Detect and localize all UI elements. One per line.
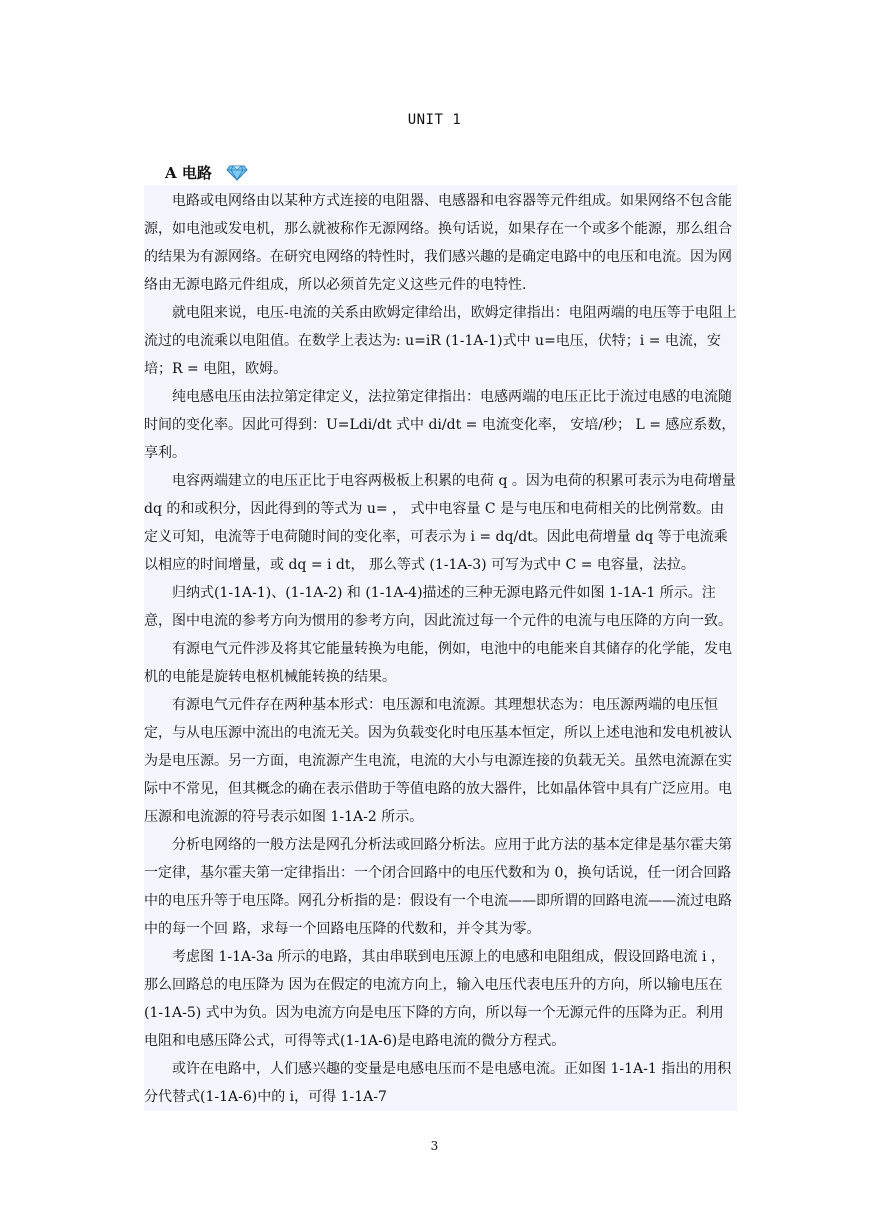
page-number: 3 <box>430 1139 439 1153</box>
paragraph: 或许在电路中，人们感兴趣的变量是电感电压而不是电感电流。正如图 1-1A-1 指出的用积分代替式(1-1A-6)中的 i，可得 1-1A-7 <box>144 1061 732 1105</box>
paragraph: 考虑图 1-1A-3a 所示的电路，其由串联到电压源上的电感和电阻组成，假设回路电流 i ，那么回路总的电压降为 因为在假定的电流方向上，输入电压代表电压升的方向，所以输电压在 (1-1A-5) 式中为负。因为电流方向是电压下降的方向，所以每一个无源元件的压降为正。利用电阻和电感压降公式，可得等式(1-1A-6)是电路电流的微分方程式。 <box>144 949 725 1049</box>
diamond-icon <box>226 165 248 181</box>
paragraph: 有源电气元件涉及将其它能量转换为电能，例如，电池中的电能来自其储存的化学能，发电机的电能是旋转电枢机械能转换的结果。 <box>144 641 732 685</box>
body-text <box>144 185 737 1111</box>
paragraph: 电路或电网络由以某种方式连接的电阻器、电感器和电容器等元件组成。如果网络不包含能源，如电池或发电机，那么就被称作无源网络。换句话说，如果存在一个或多个能源，那么组合的结果为有源网络。在研究电网络的特性时，我们感兴趣的是确定电路中的电压和电流。因为网络由无源电路元件组成，所以必须首先定义这些元件的电特性. <box>144 193 732 293</box>
paragraph: 归纳式(1-1A-1)、(1-1A-2) 和 (1-1A-4)描述的三种无源电路元件如图 1-1A-1 所示。注意，图中电流的参考方向为惯用的参考方向，因此流过每一个元件的电流与电压降的方向一致。 <box>144 585 732 629</box>
paragraph: 分析电网络的一般方法是网孔分析法或回路分析法。应用于此方法的基本定律是基尔霍夫第一定律，基尔霍夫第一定律指出：一个闭合回路中的电压代数和为 0，换句话说，任一闭合回路中的电压升等于电压降。网孔分析指的是：假设有一个电流——即所谓的回路电流——流过电路中的每一个回 路，求每一个回路电压降的代数和，并令其为零。 <box>144 837 732 937</box>
section-heading <box>165 162 248 183</box>
paragraph: 就电阻来说，电压-电流的关系由欧姆定律给出，欧姆定律指出：电阻两端的电压等于电阻上流过的电流乘以电阻值。在数学上表达为: u=iR (1-1A-1)式中 u=电压，伏特；i = 电流，安培；R = 电阻，欧姆。 <box>144 305 737 377</box>
unit-title: UNIT 1 <box>407 112 462 128</box>
paragraph: 纯电感电压由法拉第定律定义，法拉第定律指出：电感两端的电压正比于流过电感的电流随时间的变化率。因此可得到：U=Ldi/dt 式中 di/dt = 电流变化率， 安培/秒； L = 感应系数， 享利。 <box>144 389 736 461</box>
section-title: A 电路 <box>165 164 212 182</box>
paragraph: 电容两端建立的电压正比于电容两极板上积累的电荷 q 。因为电荷的积累可表示为电荷增量 dq 的和或积分，因此得到的等式为 u= ， 式中电容量 C 是与电压和电荷相关的比例常数。由定义可知，电流等于电荷随时间的变化率，可表示为 i = dq/dt。因此电荷增量 dq 等于电流乘以相应的时间增量，或 dq = i dt， 那么等式 (1-1A-3) 可写为式中 C = 电容量，法拉。 <box>144 473 736 573</box>
paragraph: 有源电气元件存在两种基本形式：电压源和电流源。其理想状态为：电压源两端的电压恒定，与从电压源中流出的电流无关。因为负载变化时电压基本恒定，所以上述电池和发电机被认为是电压源。另一方面，电流源产生电流，电流的大小与电源连接的负载无关。虽然电流源在实际中不常见，但其概念的确在表示借助于等值电路的放大器件，比如晶体管中具有广泛应用。电压源和电流源的符号表示如图 1-1A-2 所示。 <box>144 697 732 825</box>
